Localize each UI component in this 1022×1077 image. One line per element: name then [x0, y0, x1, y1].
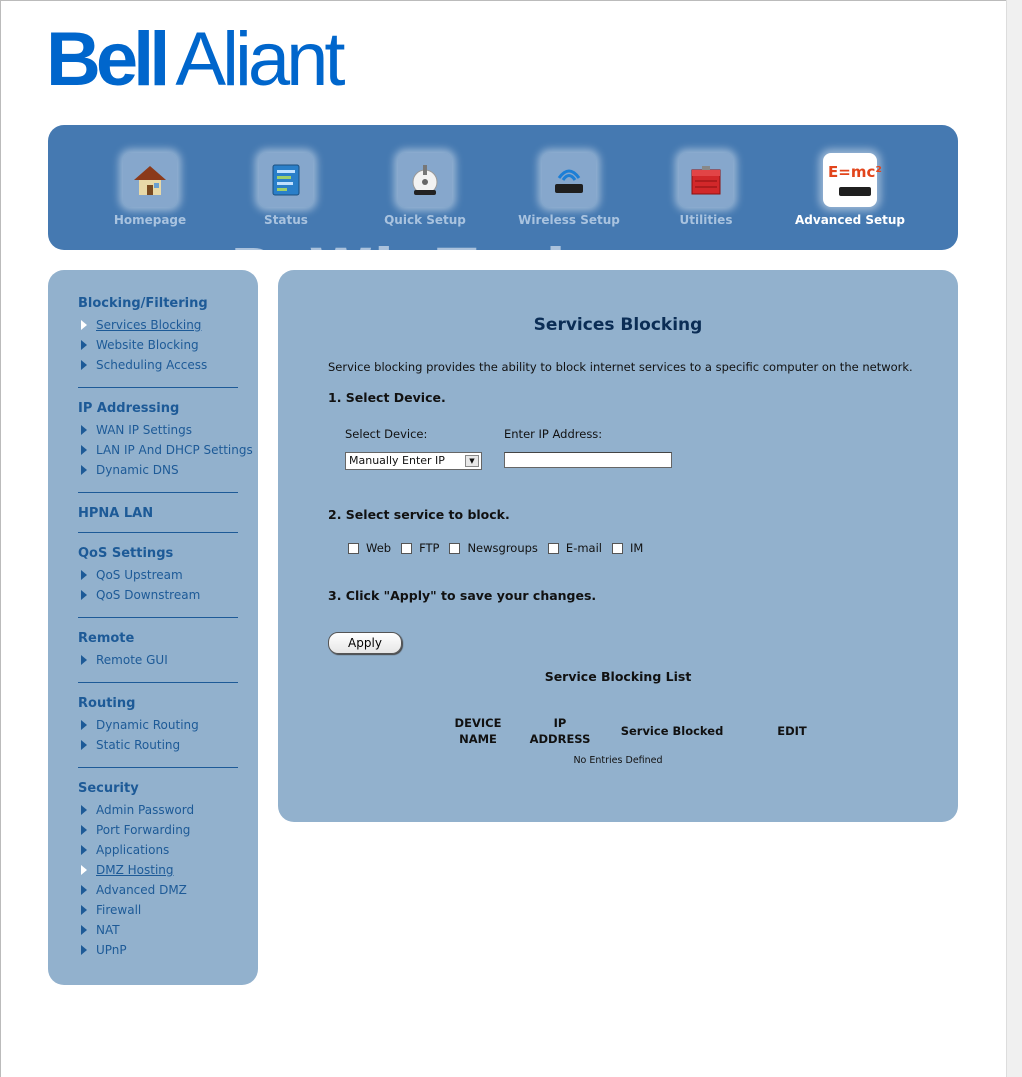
sidebar-item-dynamic-routing[interactable]: Dynamic Routing	[78, 715, 238, 735]
select-device-label: Select Device:	[345, 427, 428, 441]
column-edit: EDIT	[777, 724, 807, 738]
arrow-icon	[81, 720, 87, 730]
arrow-icon	[81, 845, 87, 855]
newsgroups-checkbox[interactable]	[449, 543, 460, 554]
sidebar-item-advanced-dmz[interactable]: Advanced DMZ	[78, 880, 238, 900]
sidebar-group-qos-settings: QoS Settings QoS Upstream QoS Downstream	[78, 546, 238, 605]
sidebar-group-ip-addressing: IP Addressing WAN IP Settings LAN IP And DHCP Settings Dynamic DNS	[78, 401, 238, 480]
sidebar-divider	[78, 767, 238, 768]
sidebar-divider	[78, 492, 238, 493]
advanced-icon	[823, 153, 882, 207]
sidebar-divider	[78, 532, 238, 533]
arrow-icon	[81, 590, 87, 600]
sidebar	[48, 270, 258, 985]
arrow-icon	[81, 865, 87, 875]
svg-text:E=mc²: E=mc²	[828, 163, 882, 181]
quick-setup-icon	[398, 153, 452, 207]
sidebar-item-wan-ip-settings[interactable]: WAN IP Settings	[78, 420, 238, 440]
arrow-icon	[81, 465, 87, 475]
sidebar-group-remote: Remote Remote GUI	[78, 631, 238, 670]
home-icon	[123, 153, 177, 207]
sidebar-item-applications[interactable]: Applications	[78, 840, 238, 860]
page-title: Services Blocking	[533, 315, 703, 335]
page-description: Service blocking provides the ability to block internet services to a specific computer on the network.	[328, 360, 913, 374]
arrow-icon	[81, 320, 87, 330]
service-blocking-list-title: Service Blocking List	[544, 669, 692, 684]
apply-button[interactable]: Apply	[328, 632, 402, 654]
arrow-icon	[81, 925, 87, 935]
arrow-icon	[81, 945, 87, 955]
sidebar-item-lan-ip-dhcp[interactable]: LAN IP And DHCP Settings	[78, 440, 238, 460]
arrow-icon	[81, 340, 87, 350]
sidebar-item-services-blocking[interactable]: Services Blocking	[78, 315, 238, 335]
ip-address-input[interactable]	[504, 452, 672, 468]
sidebar-item-static-routing[interactable]: Static Routing	[78, 735, 238, 755]
nav-status[interactable]: Status	[231, 153, 341, 227]
nav-homepage[interactable]: Homepage	[95, 153, 205, 227]
sidebar-item-qos-upstream[interactable]: QoS Upstream	[78, 565, 238, 585]
nav-quick-setup[interactable]: Quick Setup	[370, 153, 480, 227]
arrow-icon	[81, 360, 87, 370]
ftp-checkbox[interactable]	[401, 543, 412, 554]
sidebar-item-admin-password[interactable]: Admin Password	[78, 800, 238, 820]
vertical-scrollbar[interactable]	[1006, 0, 1022, 1077]
arrow-icon	[81, 445, 87, 455]
arrow-icon	[81, 570, 87, 580]
step-3-heading: 3. Click "Apply" to save your changes.	[328, 588, 597, 603]
nav-utilities[interactable]: Utilities	[651, 153, 761, 227]
main-panel	[278, 270, 958, 822]
sidebar-item-qos-downstream[interactable]: QoS Downstream	[78, 585, 238, 605]
select-device-dropdown[interactable]: Manually Enter IP ▼	[345, 452, 482, 470]
sidebar-item-remote-gui[interactable]: Remote GUI	[78, 650, 238, 670]
arrow-icon	[81, 425, 87, 435]
sidebar-item-scheduling-access[interactable]: Scheduling Access	[78, 355, 238, 375]
sidebar-item-dmz-hosting[interactable]: DMZ Hosting	[78, 860, 238, 880]
sidebar-item-nat[interactable]: NAT	[78, 920, 238, 940]
empty-list-message: No Entries Defined	[573, 755, 663, 766]
arrow-icon	[81, 905, 87, 915]
column-service-blocked: Service Blocked	[620, 724, 724, 738]
bell-aliant-logo: Bell Aliant	[46, 17, 342, 102]
arrow-icon	[81, 655, 87, 665]
sidebar-item-firewall[interactable]: Firewall	[78, 900, 238, 920]
web-checkbox[interactable]	[348, 543, 359, 554]
ip-address-label: Enter IP Address:	[504, 427, 603, 441]
sidebar-item-port-forwarding[interactable]: Port Forwarding	[78, 820, 238, 840]
email-checkbox[interactable]	[548, 543, 559, 554]
column-device-name: DEVICE NAME	[454, 716, 502, 746]
toolbox-icon	[679, 153, 733, 207]
arrow-icon	[81, 885, 87, 895]
column-ip-address: IP ADDRESS	[529, 716, 591, 746]
nav-wireless-setup[interactable]: Wireless Setup	[514, 153, 624, 227]
step-1-heading: 1. Select Device.	[328, 390, 446, 405]
sidebar-item-dynamic-dns[interactable]: Dynamic DNS	[78, 460, 238, 480]
nav-advanced-setup[interactable]: E=mc² Advanced Setup	[795, 153, 905, 227]
arrow-icon	[81, 825, 87, 835]
wireless-icon	[542, 153, 596, 207]
sidebar-divider	[78, 387, 238, 388]
arrow-icon	[81, 740, 87, 750]
sidebar-group-security: Security Admin Password Port Forwarding Applications DMZ Hosting Advanced DMZ Firewall NAT UPnP	[78, 781, 238, 960]
arrow-icon	[81, 805, 87, 815]
sidebar-divider	[78, 617, 238, 618]
sidebar-group-blocking-filtering: Blocking/Filtering Services Blocking Website Blocking Scheduling Access	[78, 296, 238, 375]
sidebar-divider	[78, 682, 238, 683]
sidebar-group-hpna-lan: HPNA LAN	[78, 506, 154, 521]
service-checkboxes: Web FTP Newsgroups E-mail IM	[348, 541, 653, 555]
status-icon	[259, 153, 313, 207]
sidebar-item-upnp[interactable]: UPnP	[78, 940, 238, 960]
im-checkbox[interactable]	[612, 543, 623, 554]
step-2-heading: 2. Select service to block.	[328, 507, 510, 522]
top-navigation	[48, 125, 958, 250]
sidebar-group-routing: Routing Dynamic Routing Static Routing	[78, 696, 238, 755]
chevron-down-icon[interactable]: ▼	[465, 455, 479, 467]
sidebar-item-website-blocking[interactable]: Website Blocking	[78, 335, 238, 355]
